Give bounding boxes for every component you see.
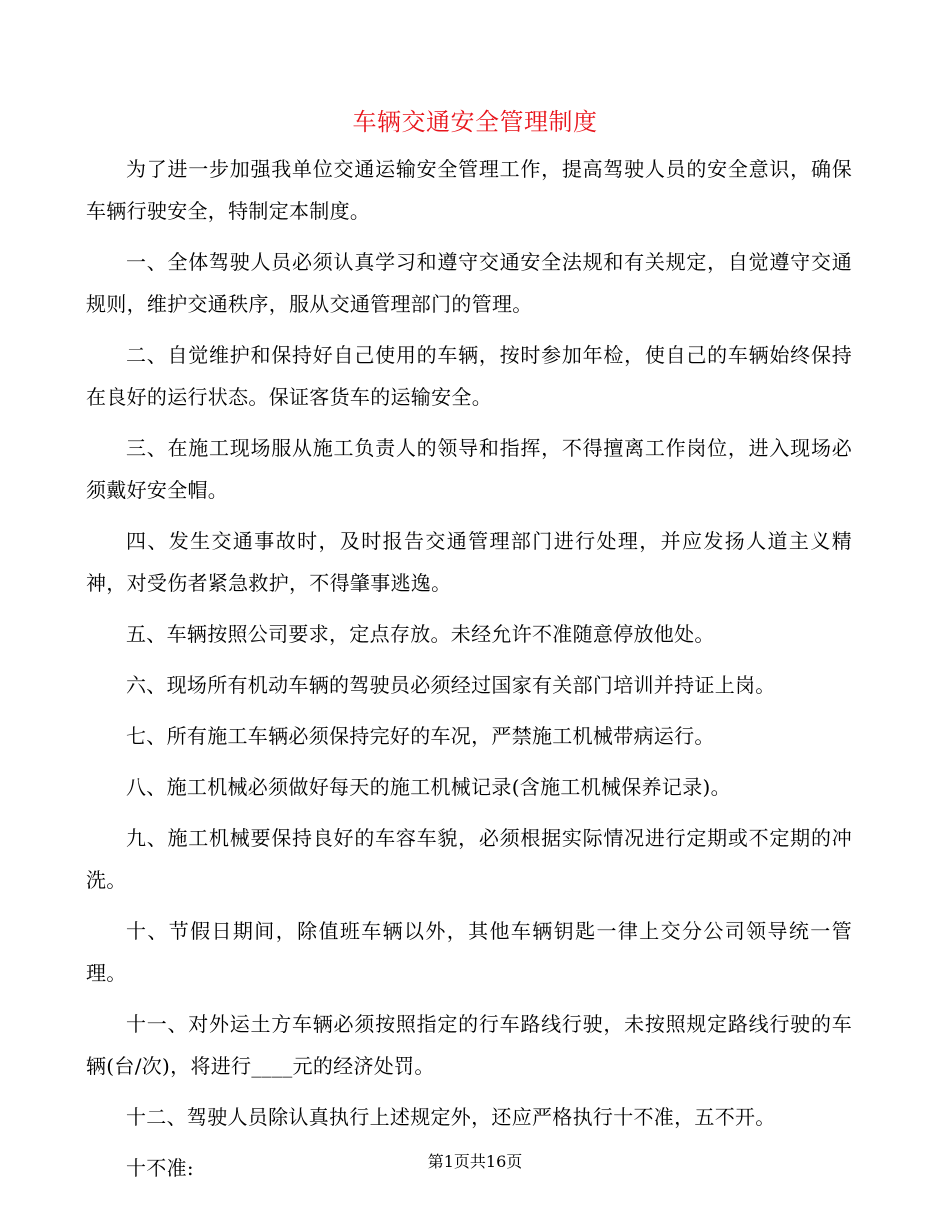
document-title: 车辆交通安全管理制度 <box>352 108 598 136</box>
paragraph-rule-4: 四、发生交通事故时，及时报告交通管理部门进行处理，并应发扬人道主义精神，对受伤者紧急救护，不得肇事逃逸。 <box>86 529 852 595</box>
paragraph-rule-6: 六、现场所有机动车辆的驾驶员必须经过国家有关部门培训并持证上岗。 <box>126 673 776 697</box>
paragraph-rule-2: 二、自觉维护和保持好自己使用的车辆，按时参加年检，使自己的车辆始终保持在良好的运行状态。保证客货车的运输安全。 <box>86 343 852 409</box>
paragraph-intro: 为了进一步加强我单位交通运输安全管理工作，提高驾驶人员的安全意识，确保车辆行驶安全，特制定本制度。 <box>86 157 852 223</box>
paragraph-rule-10: 十、节假日期间，除值班车辆以外，其他车辆钥匙一律上交分公司领导统一管理。 <box>86 919 852 985</box>
paragraph-rule-9: 九、施工机械要保持良好的车容车貌，必须根据实际情况进行定期或不定期的冲洗。 <box>86 826 852 892</box>
paragraph-rule-7: 七、所有施工车辆必须保持完好的车况，严禁施工机械带病运行。 <box>126 724 715 748</box>
paragraph-ten-prohibitions-heading: 十不准: <box>126 1156 194 1180</box>
paragraph-rule-11: 十一、对外运土方车辆必须按照指定的行车路线行驶，未按照规定路线行驶的车辆(台/次)，将进行____元的经济处罚。 <box>86 1012 852 1078</box>
paragraph-rule-8: 八、施工机械必须做好每天的施工机械记录(含施工机械保养记录)。 <box>126 775 731 799</box>
page-number-footer: 第1页共16页 <box>427 1152 523 1171</box>
paragraph-rule-1: 一、全体驾驶人员必须认真学习和遵守交通安全法规和有关规定，自觉遵守交通规则，维护交通秩序，服从交通管理部门的管理。 <box>86 250 852 316</box>
paragraph-rule-5: 五、车辆按照公司要求，定点存放。未经允许不准随意停放他处。 <box>126 622 715 646</box>
document-body <box>86 148 852 1198</box>
paragraph-rule-3: 三、在施工现场服从施工负责人的领导和指挥，不得擅离工作岗位，进入现场必须戴好安全帽。 <box>86 436 852 502</box>
paragraph-rule-12: 十二、驾驶人员除认真执行上述规定外，还应严格执行十不准，五不开。 <box>126 1105 776 1129</box>
